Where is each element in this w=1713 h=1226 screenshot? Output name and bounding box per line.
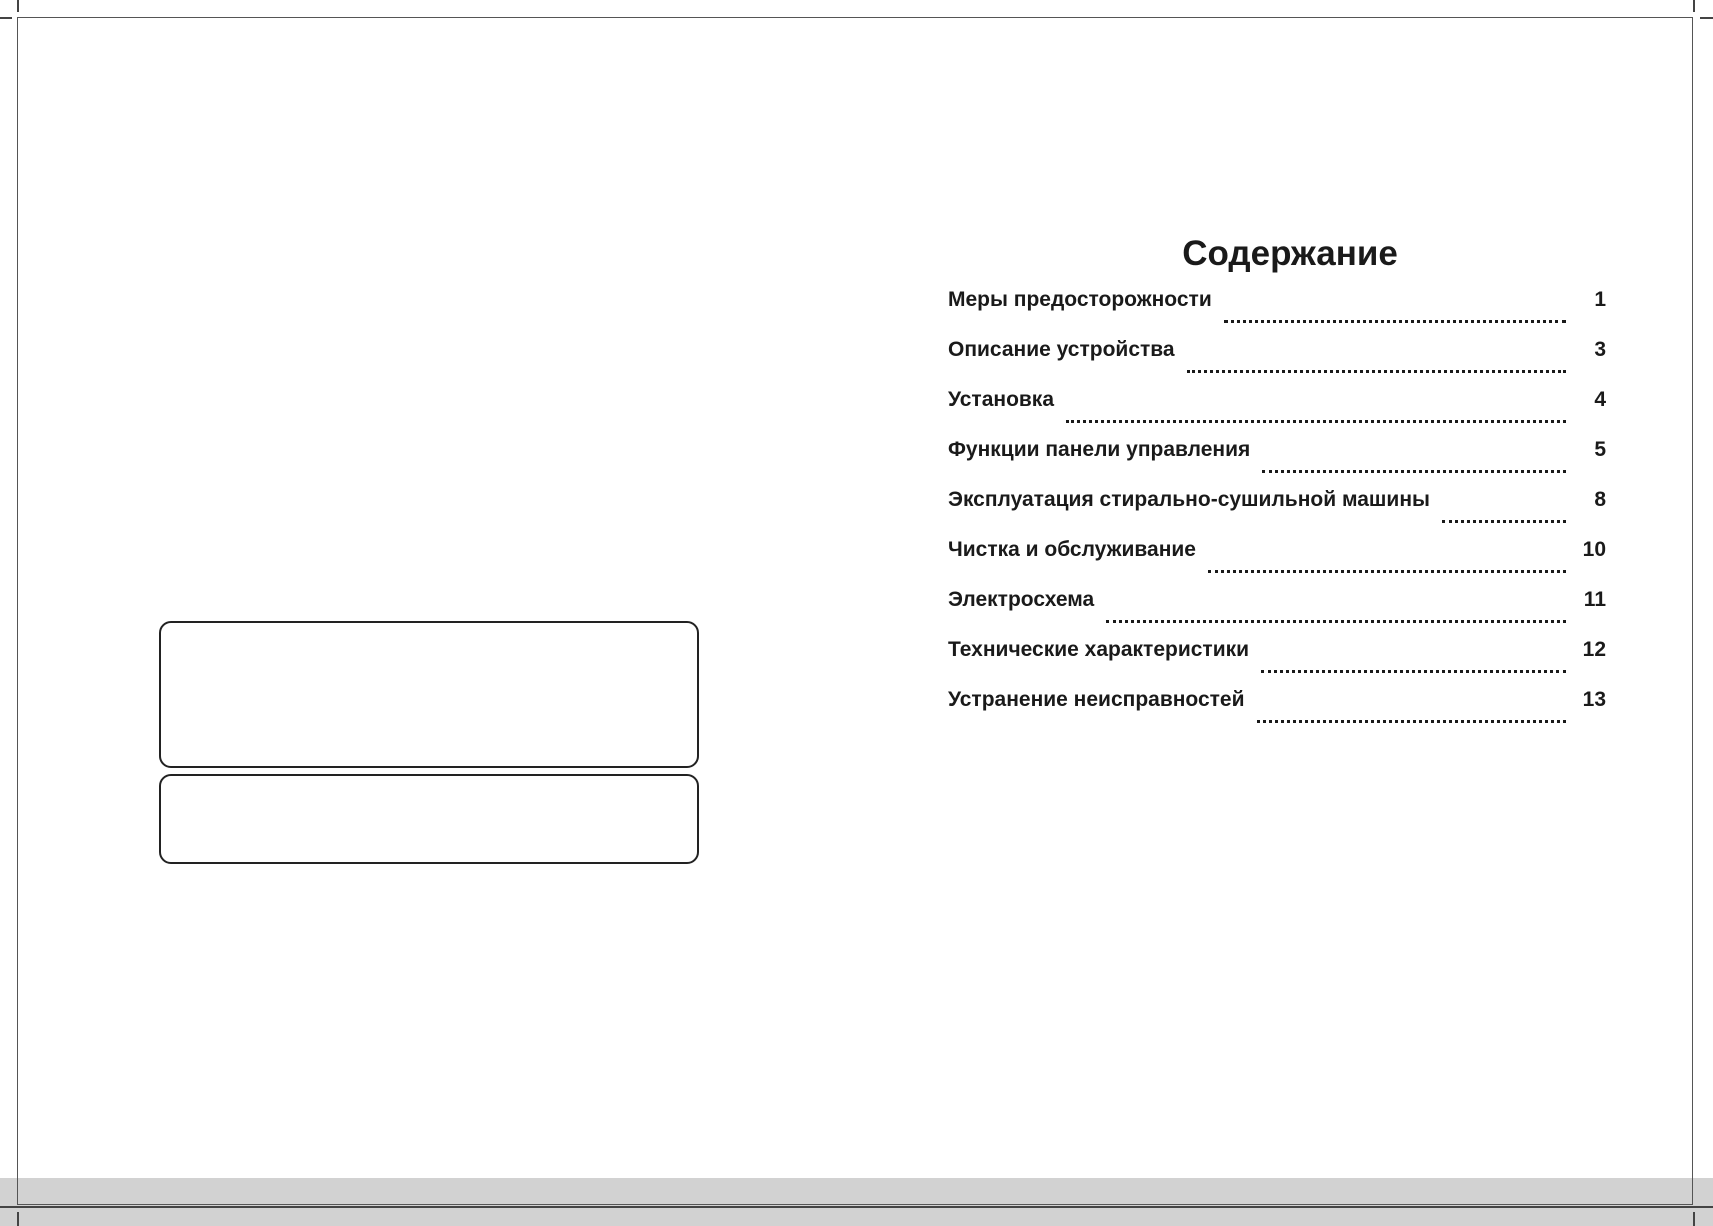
toc-entry-page: 3 — [1594, 338, 1606, 361]
toc-entry-page: 5 — [1594, 438, 1606, 461]
toc-entry-label: Устранение неисправностей — [948, 688, 1245, 711]
toc-entry[interactable] — [948, 688, 1606, 738]
toc-entry-page: 13 — [1582, 688, 1606, 711]
crop-mark-left-top — [0, 17, 12, 19]
toc-dot-leader — [1262, 455, 1566, 475]
toc-entry-page: 1 — [1594, 288, 1606, 311]
toc-entry[interactable] — [948, 488, 1606, 538]
toc-dot-leader — [1261, 655, 1566, 675]
toc-entry-label: Эксплуатация стирально-сушильной машины — [948, 488, 1430, 511]
toc-dot-leader — [1208, 555, 1566, 575]
toc-entry[interactable] — [948, 588, 1606, 638]
crop-mark-bottom-left — [17, 1212, 19, 1226]
toc-entry-label: Чистка и обслуживание — [948, 538, 1196, 561]
toc-entry[interactable] — [948, 338, 1606, 388]
toc-entry-page: 4 — [1594, 388, 1606, 411]
toc-entry-label: Установка — [948, 388, 1054, 411]
toc-entry-page: 11 — [1583, 588, 1606, 611]
crop-mark-top-right — [1693, 0, 1695, 12]
toc-entry-label: Технические характеристики — [948, 638, 1250, 661]
toc-entry-label: Описание устройства — [948, 338, 1175, 361]
toc-entry-label: Меры предосторожности — [948, 288, 1212, 311]
toc-entry[interactable] — [948, 438, 1606, 488]
toc-entry-page: 10 — [1582, 538, 1606, 561]
toc-dot-leader — [1187, 355, 1566, 375]
empty-frame-box-small — [159, 774, 699, 864]
toc-title: Содержание — [1182, 234, 1398, 273]
toc-entry[interactable] — [948, 638, 1606, 688]
toc-list — [948, 288, 1606, 738]
crop-mark-top-left — [17, 0, 19, 12]
empty-frame-box-large — [159, 621, 699, 768]
toc-dot-leader — [1442, 505, 1566, 525]
toc-entry-label: Электросхема — [948, 588, 1095, 611]
toc-entry-page: 12 — [1582, 638, 1606, 661]
toc-dot-leader — [1224, 305, 1566, 325]
crop-mark-left-bottom — [0, 1206, 12, 1208]
toc-entry-label: Функции панели управления — [948, 438, 1251, 461]
toc-dot-leader — [1066, 405, 1566, 425]
toc-entry[interactable] — [948, 538, 1606, 588]
toc-dot-leader — [1257, 705, 1566, 725]
crop-mark-right-bottom — [1700, 1206, 1713, 1208]
toc-dot-leader — [1106, 605, 1566, 625]
bottom-trim-line — [0, 1206, 1713, 1208]
crop-mark-right-top — [1700, 17, 1713, 19]
toc-entry[interactable] — [948, 388, 1606, 438]
toc-entry-page: 8 — [1594, 488, 1606, 511]
toc-entry[interactable] — [948, 288, 1606, 338]
crop-mark-bottom-right — [1693, 1212, 1695, 1226]
